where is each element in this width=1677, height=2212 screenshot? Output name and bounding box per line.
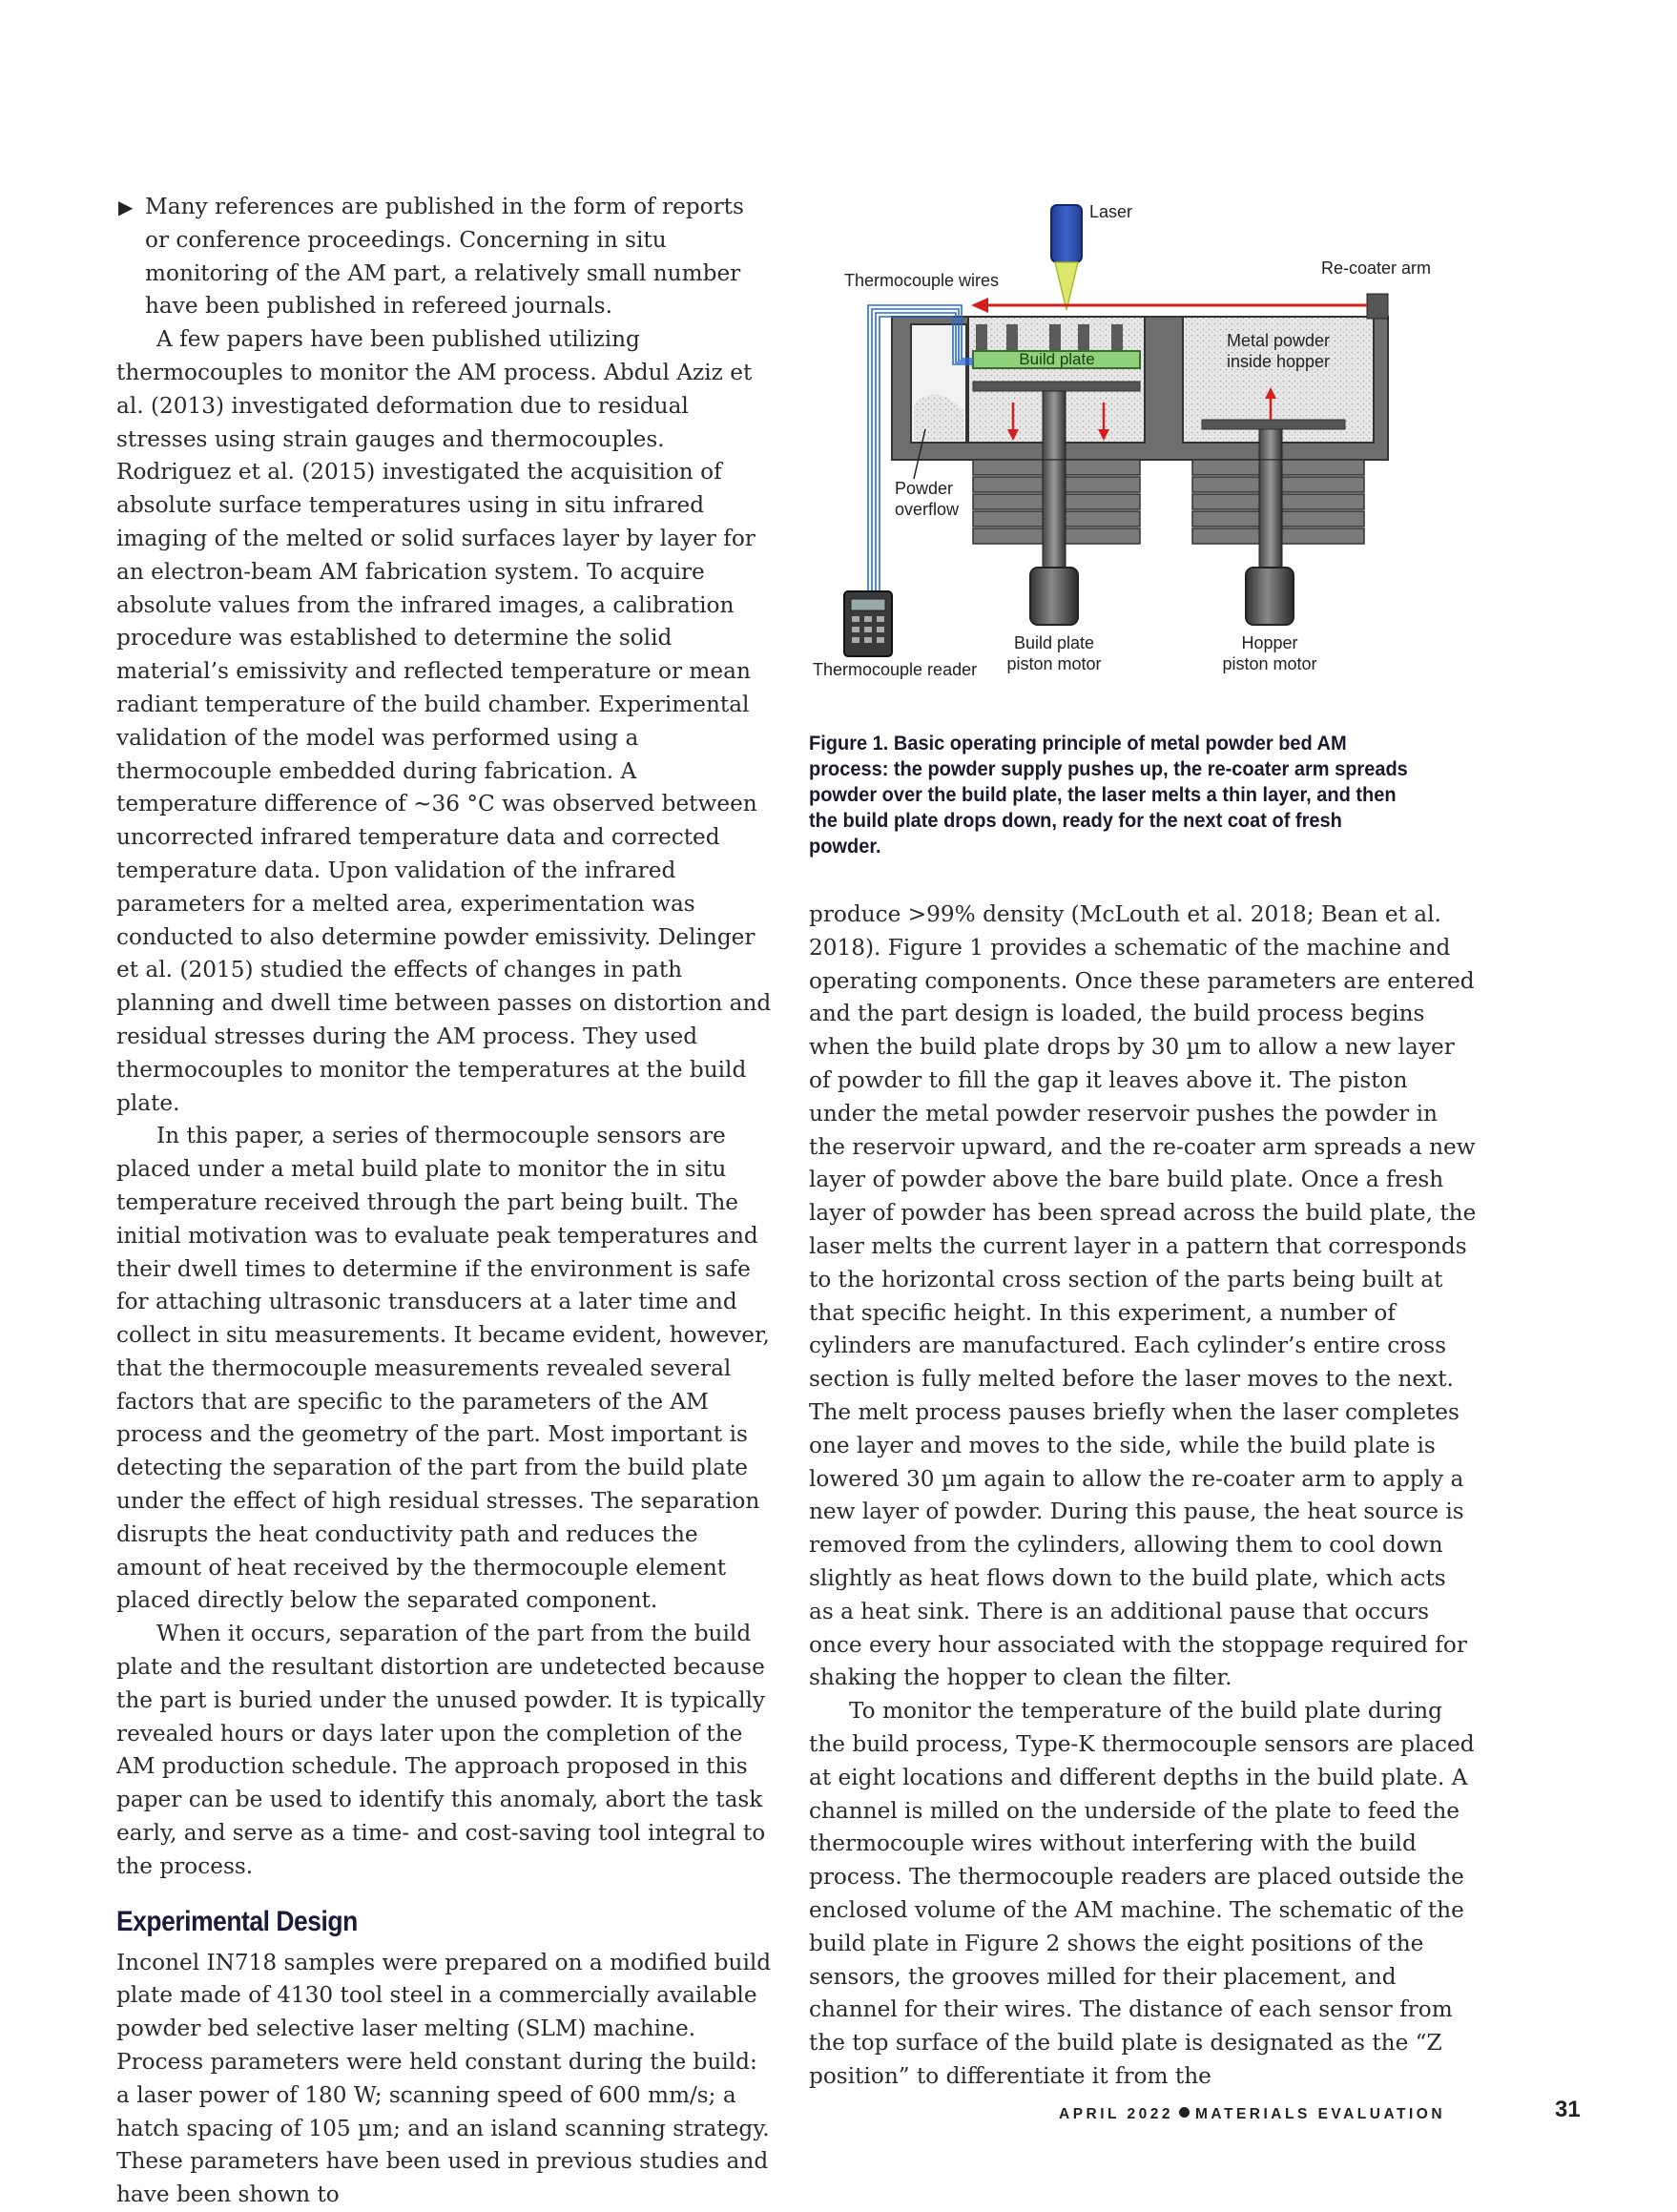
footer-date: APRIL 2022 [1059,2106,1174,2122]
figure-caption: Figure 1. Basic operating principle of metal powder bed AM process: the powder supply pushes up, the re-coater arm spreads powder over the build plate, the laser melts a thin layer, and then the build plate drops down, ready for the next coat of fresh powder. [809,732,1408,858]
am-process-schematic [801,191,1488,706]
running-footer [1059,2106,1445,2123]
paragraph: To monitor the temperature of the build plate during the build process, Type-K thermocouple sensors are placed at eight locations and different depths in the build plate. A channel is milled on the underside of the plate to feed the thermocouple wires without interfering with the build process. The thermocouple readers are placed outside the enclosed volume of the AM machine. The schematic of the build plate in Figure 2 shows the eight positions of the sensors, the grooves milled for their placement, and channel for their wires. The distance of each sensor from the top surface of the build plate is designated as the “Z position” to differentiate it from the [809,1698,1475,2089]
paragraph: produce >99% density (McLouth et al. 2018; Bean et al. 2018). Figure 1 provides a schematic of the machine and operating components. Once these parameters are entered and the part design is loaded, the build process begins when the build plate drops by 30 µm to allow a new layer of powder to fill the gap it leaves above it. The piston under the metal powder reservoir pushes the powder in the reservoir upward, and the re-coater arm spreads a new layer of powder above the bare build plate. Once a fresh layer of powder has been spread across the build plate, the laser melts the current layer in a pattern that corresponds to the horizontal cross section of the parts being built at that specific height. In this experiment, a number of cylinders are manufactured. Each cylinder’s entire cross section is fully melted before the laser moves to the next. The melt process pauses briefly when the laser completes one layer and moves to the side, while the build plate is lowered 30 µm again to allow the re-coater arm to apply a new layer of powder. During this pause, the heat source is removed from the cylinders, allowing them to cool down slightly as heat flows down to the build plate, which acts as a heat sink. There is an additional pause that occurs once every hour associated with the stoppage required for shaking the hopper to clean the filter. [809,901,1477,1691]
label-recoater: Re-coater arm [1321,258,1432,278]
paragraph: A few papers have been published utilizing thermocouples to monitor the AM process. Abdul Aziz et al. (2013) investigated deformation due to residual stresses using strain gauges and thermocouples. Rodriguez et al. (2015) investigated the acquisition of absolute surface temperatures using in situ infrared imaging of the melted or solid surfaces layer by layer for an electron-beam AM fabrication system. To acquire absolute values from the infrared images, a calibration procedure was established to determine the solid material’s emissivity and reflected temperature or mean radiant temperature of the build chamber. Experimental validation of the model was performed using a thermocouple embedded during fabrication. A temperature difference of ~36 °C was observed between uncorrected infrared temperature data and corrected temperature data. Upon validation of the infrared parameters for a melted area, experimentation was conducted to also determine powder emissivity. Delinger et al. (2015) studied the effects of changes in path planning and dwell time between passes on distortion and residual stresses during the AM process. They used thermocouples to monitor the temperatures at the build plate. [116,326,772,1116]
label-overflow: overflow [895,500,960,519]
label-metal-powder: Metal powder [1226,331,1331,350]
triangle-bullet-icon: ▶ [118,196,134,218]
label-thermocouple-reader: Thermocouple reader [813,660,978,679]
label-piston-motor: piston motor [1006,654,1102,673]
label-hopper: Hopper [1241,633,1298,652]
page-number: 31 [1555,2097,1581,2122]
label-laser: Laser [1089,202,1133,221]
figure-1-diagram [801,191,1488,706]
paragraph: When it occurs, separation of the part from the build plate and the resultant distortion are undetected because the part is buried under the unused powder. It is typically revealed hours or days later upon the completion of the AM production schedule. The approach proposed in this paper can be used to identify this anomaly, abort the task early, and serve as a time- and cost-saving tool integral to the process. [116,1621,766,1879]
hopper-motor [1246,568,1294,625]
build-plate-motor [1030,568,1078,625]
left-column [116,191,775,2212]
label-thermocouple-wires: Thermocouple wires [844,271,1000,290]
recoater-block [1367,294,1388,319]
bullet-dot-icon [1179,2107,1190,2118]
label-hopper-piston-motor: piston motor [1222,654,1317,673]
paragraph: In this paper, a series of thermocouple sensors are placed under a metal build plate to monitor the in situ temperature received through the part being built. The initial motivation was to evaluate peak temperatures and their dwell times to determine if the environment is safe for attaching ultrasonic transducers at a later time and collect in situ measurements. It became evident, however, that the thermocouple measurements revealed several factors that are specific to the parameters of the AM process and the geometry of the part. Most important is detecting the separation of the part from the build plate under the effect of high residual stresses. The separation disrupts the heat conductivity path and reduces the amount of heat received by the thermocouple element placed directly below the separated component. [116,1123,770,1614]
label-build-plate: Build plate [1019,350,1095,368]
section-heading: Experimental Design [116,1905,358,1937]
footer-journal: MATERIALS EVALUATION [1195,2106,1446,2122]
label-powder: Powder [895,479,954,498]
paragraph: Inconel IN718 samples were prepared on a modified build plate made of 4130 tool steel in a commercially available powder bed selective laser melting (SLM) machine. Process parameters were held constant during the build: a laser power of 180 W; scanning speed of 600 mm/s; a hatch spacing of 105 µm; and an island scanning strategy. These parameters have been used in previous studies and have been shown to [116,1949,772,2208]
label-build-plate-motor: Build plate [1013,633,1095,652]
laser-beam [1055,262,1078,310]
right-column [809,899,1477,2094]
laser-body [1051,205,1082,262]
label-inside-hopper: inside hopper [1226,352,1331,371]
bullet-text: Many references are published in the form of reports or conference proceedings. Concerning in situ monitoring of the AM part, a relatively small number have been published in refereed journals. [145,194,744,320]
bullet-item [116,191,775,323]
